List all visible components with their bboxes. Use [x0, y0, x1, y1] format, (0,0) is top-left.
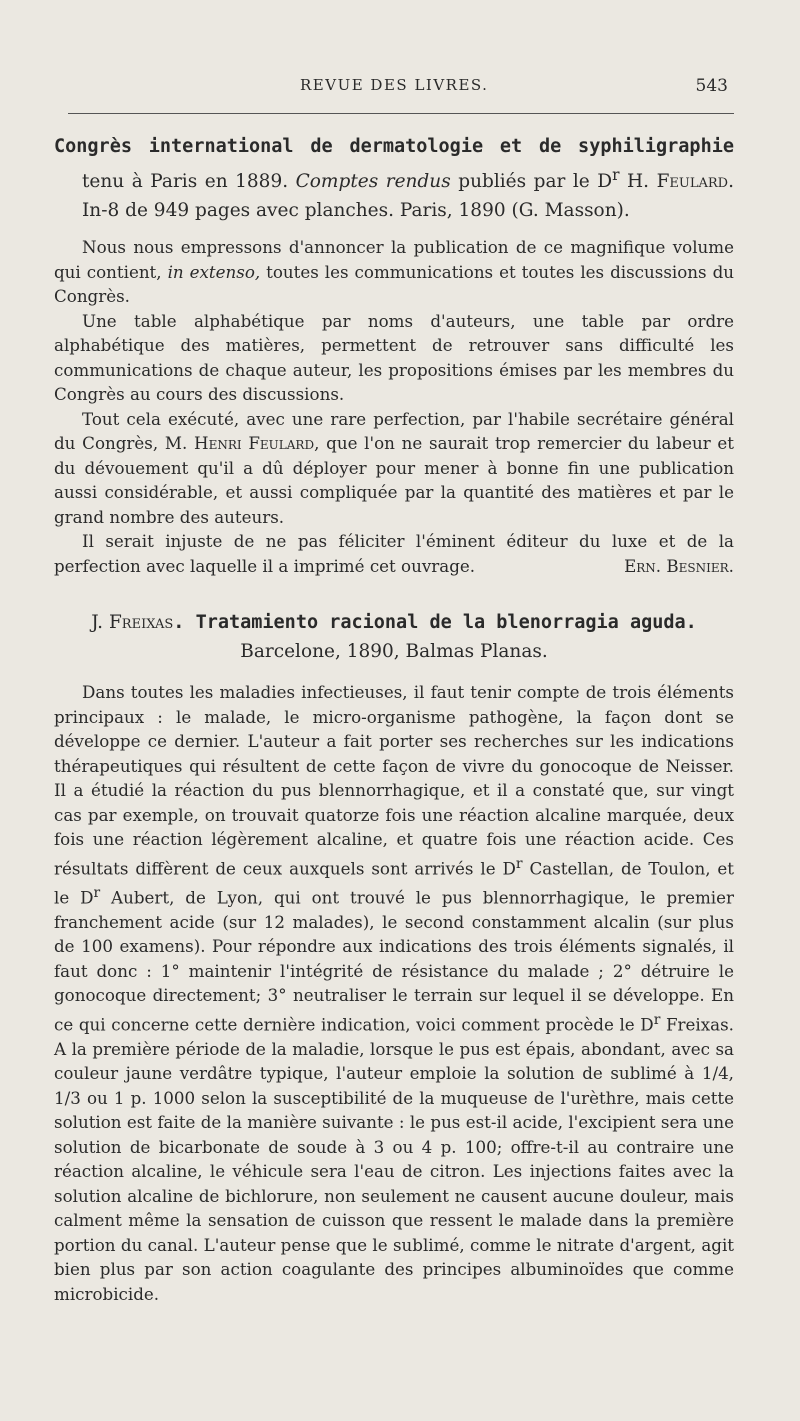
review2-author-name: Freixas — [108, 612, 174, 634]
review1-title-text: tenu à Paris en 1889. — [82, 171, 296, 193]
review1-signature: Ern. Besnier. — [624, 555, 734, 576]
header-rule — [68, 113, 734, 114]
page-header — [0, 76, 800, 100]
text: Aubert, de Lyon, qui ont trouvé le pus blennorrhagique, le premier franchement acide (sur 12 malades), le second constamment alcalin (sur plus de 100 examens). Pour répondre aux indications des trois éléments signalés, il faut donc : 1° maintenir l'intégrité de résistance du malade ; 2° détruire le gonocoque directement; 3° neutraliser le terrain sur lequel il se développe. En ce qui concerne cette dernière indication, voici comment procède le D — [54, 887, 734, 1035]
review2-paragraph-1 — [54, 680, 734, 1306]
text: Dans toutes les maladies infectieuses, il faut tenir compte de trois éléments principaux : le malade, le micro-organisme pathogène, la façon dont se développe ce dernier. L'auteur a fait porter ses recherches sur les indications thérapeutiques qui résultent de cette façon de vivre du gonocoque de Neisser. Il a étudié la réaction du pus blennorrhagique, et il a constaté que, sur vingt cas par exemple, on trouvait quatorze fois une réaction alcaline marquée, deux fois une réaction légèrement alcaline, et quatre fois une réaction acide. Ces résultats diffèrent de ceux auxquels sont arrivés le D — [54, 682, 734, 879]
review1-paragraph-4 — [54, 529, 734, 578]
review1-title-author: Feulard — [656, 171, 729, 193]
review1-paragraph-1 — [54, 235, 734, 309]
review2-title-bold: . Tratamiento racional de la blenorragia aguda. — [173, 612, 697, 634]
review1-title-bold: Congrès international de dermatologie et de syphiligraphie — [54, 136, 734, 157]
superscript: r — [653, 1011, 661, 1028]
text: , que l'on ne saurait trop remercier du labeur et du dévouement qu'il a dû déployer pour mener à bonne fin une publication aussi considérable, et aussi compliquée par la quantité des matières et par le grand nombre des auteurs. — [54, 433, 734, 527]
superscript: r — [93, 884, 101, 901]
text: Castellan, de Toulon, et le D — [54, 858, 735, 908]
review2-title — [54, 608, 734, 666]
running-title: REVUE DES LIVRES. — [300, 76, 489, 94]
text: Tout cela exécuté, avec une rare perfection, par l'habile secrétaire général du Congrès, M. — [54, 408, 734, 454]
review2-title-imprint: Barcelone, 1890, Balmas Planas. — [240, 641, 548, 663]
superscript: r — [515, 855, 523, 872]
review1-paragraph-3 — [54, 407, 734, 530]
text: Il serait injuste de ne pas féliciter l'éminent éditeur du luxe et de la perfection avec laquelle il a imprimé cet ouvrage. — [54, 531, 734, 576]
text: Freixas. A la première période de la maladie, lorsque le pus est épais, abondant, avec sa couleur jaune verdâtre typique, l'auteur emploie la solution de sublimé à 1/4, 1/3 ou 1 p. 1000 selon la susceptibilité de la muqueuse de l'urèthre, mais cette solution est faite de la manière suivante : le pus est-il acide, l'excipient sera une solution de bicarbonate de soude à 3 ou 4 p. 100; offre-t-il au contraire une réaction alcaline, le véhicule sera l'eau de citron. Les injections faites avec la solution alcaline de bichlorure, non seulement ne causent aucune douleur, mais calment même la sensation de cuisson que ressent le malade dans la première portion du canal. L'auteur pense que le sublimé, comme le nitrate d'argent, agit bien plus par son action coagulante des principes albuminoïdes que comme microbicide. — [54, 1014, 734, 1304]
text: Nous nous empressons d'annoncer la publication de ce magnifique volume qui contient, — [54, 237, 734, 282]
review1-title — [54, 132, 734, 225]
review1-title-text: publiés par le D — [450, 171, 613, 193]
superscript: r — [612, 166, 620, 184]
italic-text: in extenso, — [167, 261, 261, 282]
review1-paragraph-2: Une table alphabétique par noms d'auteurs, une table par ordre alphabétique des matières, permettent de retrouver sans difficulté les communications de chaque auteur, les propositions émises par les membres du Congrès au cours des discussions. — [54, 310, 734, 405]
review2-author-initial: J. — [91, 612, 109, 634]
review1-title-italic: Comptes rendus — [295, 171, 451, 193]
secretary-name: Henri Feulard — [194, 433, 315, 454]
page-content — [54, 132, 734, 1306]
review1-title-text: H. — [619, 171, 657, 193]
text: toutes les communications et toutes les discussions du Congrès. — [54, 261, 734, 307]
review1-title-text: . In-8 de 949 pages avec planches. Paris, 1890 (G. Masson). — [82, 171, 734, 222]
page-number: 543 — [695, 76, 728, 96]
